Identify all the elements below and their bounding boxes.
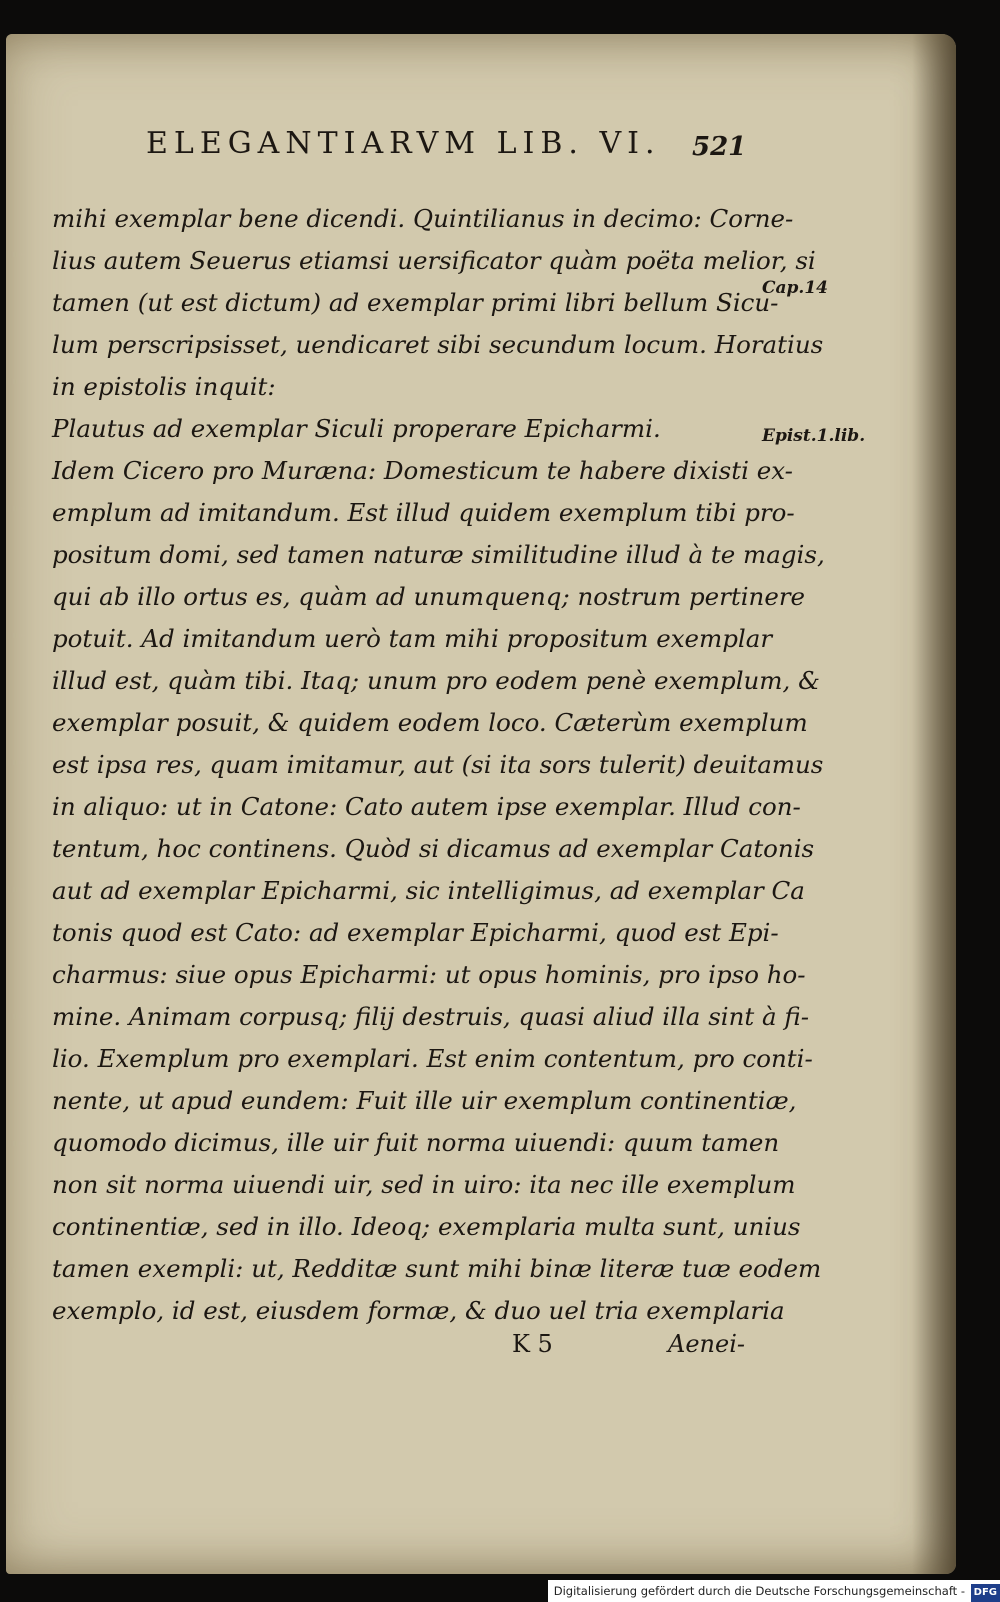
text-line: non sit norma uiuendi uir, sed in uiro: ita nec ille exemplum <box>52 1170 796 1199</box>
text-line: tonis quod est Cato: ad exemplar Epicharmi, quod est Epi- <box>52 918 779 947</box>
text-line: Idem Cicero pro Muræna: Domesticum te habere dixisti ex- <box>52 456 793 485</box>
signature-mark: K 5 <box>512 1330 553 1358</box>
text-line: tentum, hoc continens. Quòd si dicamus ad exemplar Catonis <box>52 834 815 863</box>
marginal-note: Epist.1.lib. <box>762 426 866 446</box>
text-line: tamen (ut est dictum) ad exemplar primi libri bellum Sicu- <box>52 288 779 317</box>
running-head: ELEGANTIARVM LIB. VI. <box>146 126 661 161</box>
text-line: lius autem Seuerus etiamsi uersificator quàm poëta melior, si <box>52 246 816 275</box>
text-line: positum domi, sed tamen naturæ similitudine illud à te magis, <box>52 540 825 569</box>
text-line: aut ad exemplar Epicharmi, sic intelligimus, ad exemplar Ca <box>52 876 805 905</box>
text-line: tamen exempli: ut, Redditæ sunt mihi binæ literæ tuæ eodem <box>52 1254 822 1283</box>
verse-quotation: Plautus ad exemplar Siculi properare Epicharmi. <box>52 414 661 443</box>
text-line: in epistolis inquit: <box>52 372 276 401</box>
text-line: in aliquo: ut in Catone: Cato autem ipse exemplar. Illud con- <box>52 792 801 821</box>
text-line: est ipsa res, quam imitamur, aut (si ita sors tulerit) deuitamus <box>52 750 824 779</box>
text-line: nente, ut apud eundem: Fuit ille uir exemplum continentiæ, <box>52 1086 797 1115</box>
text-line: qui ab illo ortus es, quàm ad unumquenq; nostrum pertinere <box>52 582 806 611</box>
text-line: potuit. Ad imitandum uerò tam mihi propositum exemplar <box>52 624 773 653</box>
book-page <box>6 34 956 1574</box>
text-line: exemplo, id est, eiusdem formæ, & duo uel tria exemplaria <box>52 1296 785 1325</box>
page-spine-shadow <box>912 34 956 1574</box>
text-line: quomodo dicimus, ille uir fuit norma uiuendi: quum tamen <box>52 1128 780 1157</box>
digitization-credit <box>548 1580 1000 1602</box>
text-line: emplum ad imitandum. Est illud quidem exemplum tibi pro- <box>52 498 795 527</box>
text-line: lum perscripsisset, uendicaret sibi secundum locum. Horatius <box>52 330 824 359</box>
dfg-logo: DFG <box>971 1584 1000 1602</box>
marginal-note: Cap.14 <box>762 278 829 298</box>
text-line: exemplar posuit, & quidem eodem loco. Cæterùm exemplum <box>52 708 808 737</box>
text-line: lio. Exemplum pro exemplari. Est enim contentum, pro conti- <box>52 1044 813 1073</box>
text-line: charmus: siue opus Epicharmi: ut opus hominis, pro ipso ho- <box>52 960 806 989</box>
text-line: illud est, quàm tibi. Itaq; unum pro eodem penè exemplum, & <box>52 666 820 695</box>
page-number: 521 <box>692 132 747 162</box>
credit-text: Digitalisierung gefördert durch die Deutsche Forschungsgemeinschaft - <box>553 1584 965 1598</box>
text-line: continentiæ, sed in illo. Ideoq; exemplaria multa sunt, unius <box>52 1212 801 1241</box>
text-line: mihi exemplar bene dicendi. Quintilianus in decimo: Corne- <box>52 204 794 233</box>
text-line: mine. Animam corpusq; filij destruis, quasi aliud illa sint à fi- <box>52 1002 810 1031</box>
catchword: Aenei- <box>668 1330 745 1358</box>
